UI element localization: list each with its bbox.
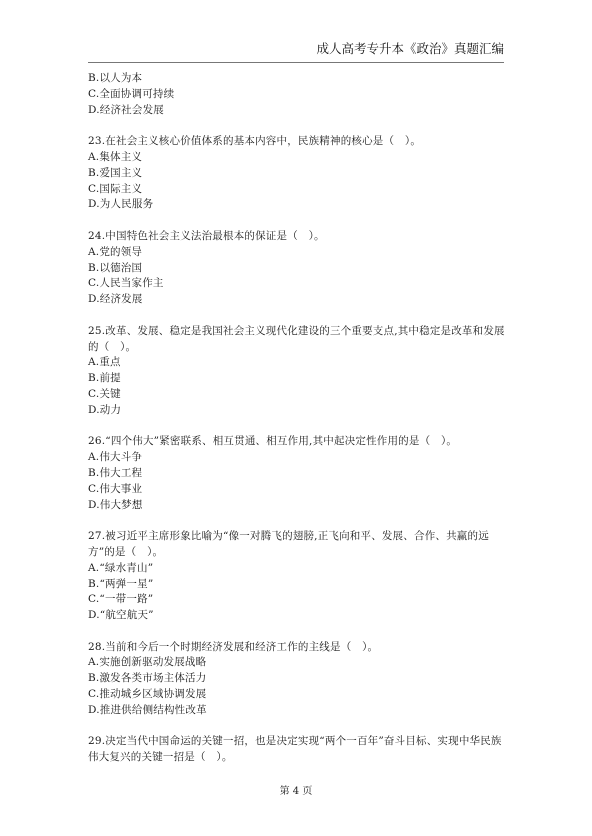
option: D.经济社会发展 bbox=[88, 103, 164, 116]
option: D.为人民服务 bbox=[88, 198, 154, 211]
option: B.激发各类市场主体活力 bbox=[88, 672, 207, 685]
question-28 bbox=[88, 640, 508, 719]
question-26 bbox=[88, 434, 508, 513]
question-list bbox=[88, 71, 508, 766]
question-27 bbox=[88, 529, 508, 624]
option: B.“两弹一星” bbox=[88, 577, 154, 590]
question-stem: 28.当前和今后一个时期经济发展和经济工作的主线是（ ）。 bbox=[88, 640, 379, 653]
header-divider bbox=[88, 62, 504, 63]
question-stem: 26.“四个伟大”紧密联系、相互贯通、相互作用,其中起决定性作用的是（ ）。 bbox=[88, 435, 458, 448]
option: B.伟大工程 bbox=[88, 466, 143, 479]
option: D.伟大梦想 bbox=[88, 498, 143, 511]
question-25 bbox=[88, 324, 508, 419]
option: A.实施创新驱动发展战略 bbox=[88, 656, 207, 669]
option: C.伟大事业 bbox=[88, 482, 143, 495]
page-number: 第 4 页 bbox=[279, 786, 313, 797]
option: D.动力 bbox=[88, 403, 122, 416]
option: D.推进供给侧结构性改革 bbox=[88, 703, 207, 716]
option: B.前提 bbox=[88, 372, 121, 385]
question-29 bbox=[88, 734, 508, 766]
option: A.“绿水青山” bbox=[88, 561, 154, 574]
question-stem: 23.在社会主义核心价值体系的基本内容中，民族精神的核心是（ ）。 bbox=[88, 135, 422, 148]
option: B.爱国主义 bbox=[88, 166, 143, 179]
option: C.国际主义 bbox=[88, 182, 143, 195]
option: A.重点 bbox=[88, 356, 121, 369]
question-stem: 27.被习近平主席形象比喻为“像一对腾飞的翅膀,正飞向和平、发展、合作、共赢的远方”的是（ ）。 bbox=[88, 530, 489, 558]
question-stem: 25.改革、发展、稳定是我国社会主义现代化建设的三个重要支点,其中稳定是改革和发展的（ ）。 bbox=[88, 324, 505, 353]
question-stem: 29.决定当代中国命运的关键一招，也是决定实现“两个一百年”奋斗目标、实现中华民族伟大复兴的关键一招是（ ）。 bbox=[88, 735, 502, 764]
option: C.人民当家作主 bbox=[88, 277, 164, 290]
option: C.“一带一路” bbox=[88, 593, 154, 606]
option: D.经济发展 bbox=[88, 293, 143, 306]
option: B.以人为本 bbox=[88, 72, 143, 84]
option: B.以德治国 bbox=[88, 261, 143, 274]
question-23 bbox=[88, 134, 508, 213]
option: C.推动城乡区域协调发展 bbox=[88, 688, 207, 701]
header-title: 成人高考专升本《政治》真题汇编 bbox=[316, 41, 504, 56]
option: A.伟大斗争 bbox=[88, 451, 143, 464]
question-24 bbox=[88, 229, 508, 308]
leading-options bbox=[88, 71, 508, 118]
option: C.关键 bbox=[88, 387, 121, 400]
option: C.全面协调可持续 bbox=[88, 87, 175, 100]
option: D.“航空航天” bbox=[88, 609, 154, 622]
question-stem: 24.中国特色社会主义法治最根本的保证是（ ）。 bbox=[88, 229, 325, 242]
option: A.党的领导 bbox=[88, 245, 143, 258]
option: A.集体主义 bbox=[88, 150, 143, 163]
